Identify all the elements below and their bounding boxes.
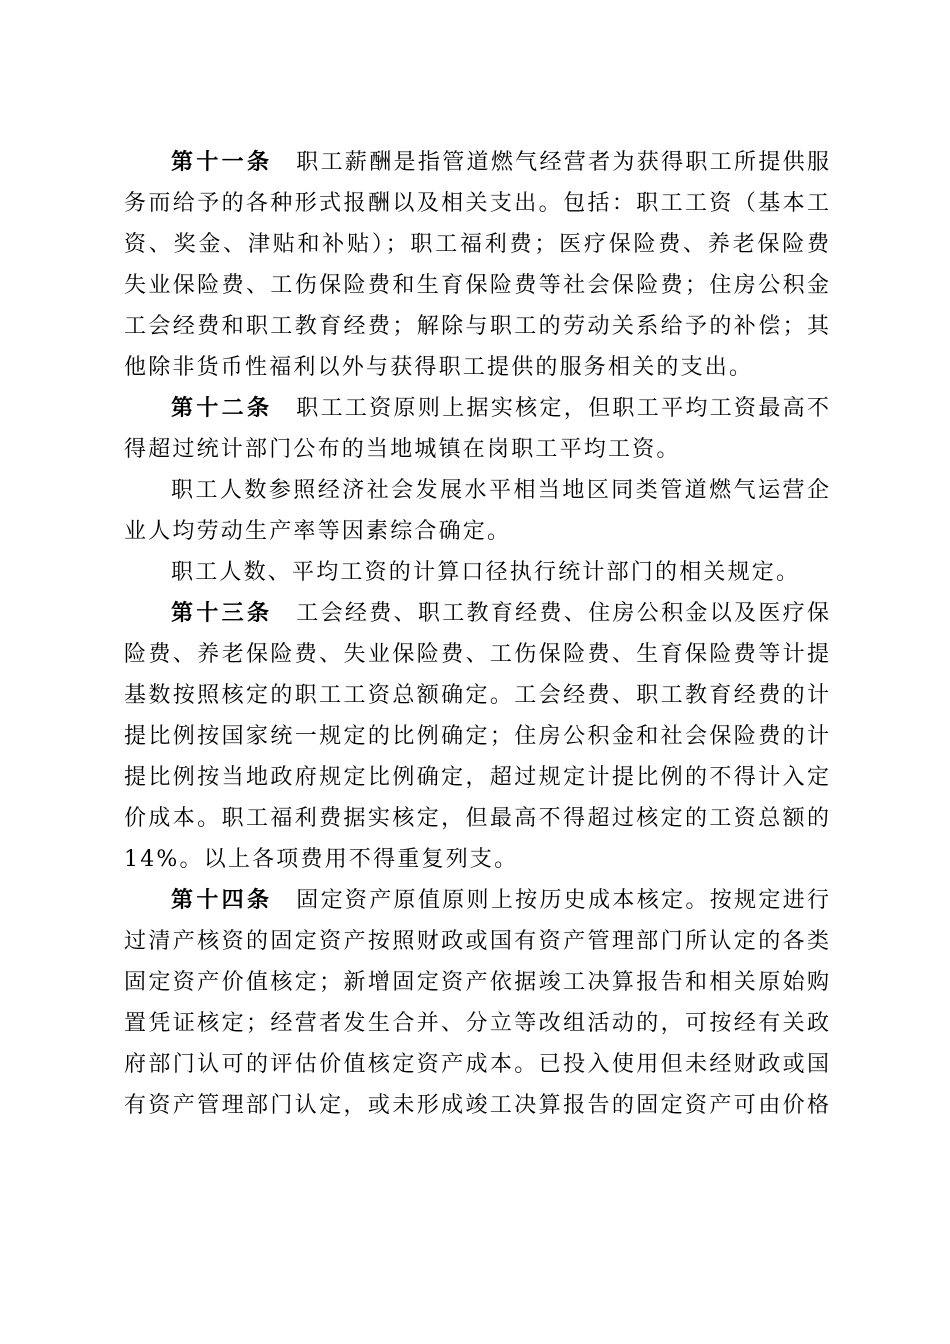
article-heading: 第十一条 <box>171 150 273 175</box>
line-text: 职工薪酬是指管道燃气经营者为获得职工所提供服 <box>296 150 829 175</box>
article-11-paragraph <box>124 142 829 388</box>
article-heading: 第十二条 <box>171 396 273 421</box>
paragraph-line: 置凭证核定；经营者发生合并、分立等改组活动的，可按经有关政 <box>124 1011 829 1036</box>
line-text: 职工工资原则上据实核定，但职工平均工资最高不 <box>296 396 829 421</box>
paragraph-line: 工会经费和职工教育经费；解除与职工的劳动关系给予的补偿；其 <box>124 314 829 339</box>
staff-count-paragraph <box>124 470 829 552</box>
paragraph-line: 职工人数参照经济社会发展水平相当地区同类管道燃气运营企 <box>171 478 829 503</box>
paragraph-line: 务而给予的各种形式报酬以及相关支出。包括：职工工资（基本工 <box>124 191 829 216</box>
line-text: 工会经费、职工教育经费、住房公积金以及医疗保 <box>296 601 829 626</box>
paragraph-line: 基数按照核定的职工工资总额确定。工会经费、职工教育经费的计 <box>124 683 829 708</box>
article-12-paragraph <box>124 388 829 470</box>
paragraph-line: 他除非货币性福利以外与获得职工提供的服务相关的支出。 <box>124 355 754 380</box>
paragraph-line: 提比例按国家统一规定的比例确定；住房公积金和社会保险费的计 <box>124 724 829 749</box>
paragraph-line: 价成本。职工福利费据实核定，但最高不得超过核定的工资总额的 <box>124 806 829 831</box>
article-heading: 第十三条 <box>171 601 273 626</box>
calculation-basis-paragraph <box>124 552 829 593</box>
paragraph-line: 府部门认可的评估价值核定资产成本。已投入使用但未经财政或国 <box>124 1052 829 1077</box>
paragraph-line: 得超过统计部门公布的当地城镇在岗职工平均工资。 <box>124 437 681 462</box>
paragraph-line: 失业保险费、工伤保险费和生育保险费等社会保险费；住房公积金 <box>124 273 829 298</box>
paragraph-line: 14%。以上各项费用不得重复列支。 <box>124 847 519 872</box>
article-14-paragraph <box>124 880 829 1126</box>
paragraph-line <box>124 388 829 429</box>
paragraph-line: 固定资产价值核定；新增固定资产依据竣工决算报告和相关原始购 <box>124 970 829 995</box>
paragraph-line: 职工人数、平均工资的计算口径执行统计部门的相关规定。 <box>171 560 801 585</box>
paragraph-line <box>124 880 829 921</box>
line-text: 固定资产原值原则上按历史成本核定。按规定进行 <box>296 888 829 913</box>
paragraph-line: 业人均劳动生产率等因素综合确定。 <box>124 519 512 544</box>
paragraph-line: 过清产核资的固定资产按照财政或国有资产管理部门所认定的各类 <box>124 929 829 954</box>
paragraph-line: 提比例按当地政府规定比例确定，超过规定计提比例的不得计入定 <box>124 765 829 790</box>
article-heading: 第十四条 <box>171 888 273 913</box>
paragraph-line: 有资产管理部门认定，或未形成竣工决算报告的固定资产可由价格 <box>124 1093 829 1118</box>
article-13-paragraph <box>124 593 829 880</box>
paragraph-line <box>124 142 829 183</box>
paragraph-line <box>124 593 829 634</box>
paragraph-line: 资、奖金、津贴和补贴）；职工福利费；医疗保险费、养老保险费 <box>124 232 829 257</box>
paragraph-line: 险费、养老保险费、失业保险费、工伤保险费、生育保险费等计提 <box>124 642 829 667</box>
document-body <box>124 142 829 1126</box>
